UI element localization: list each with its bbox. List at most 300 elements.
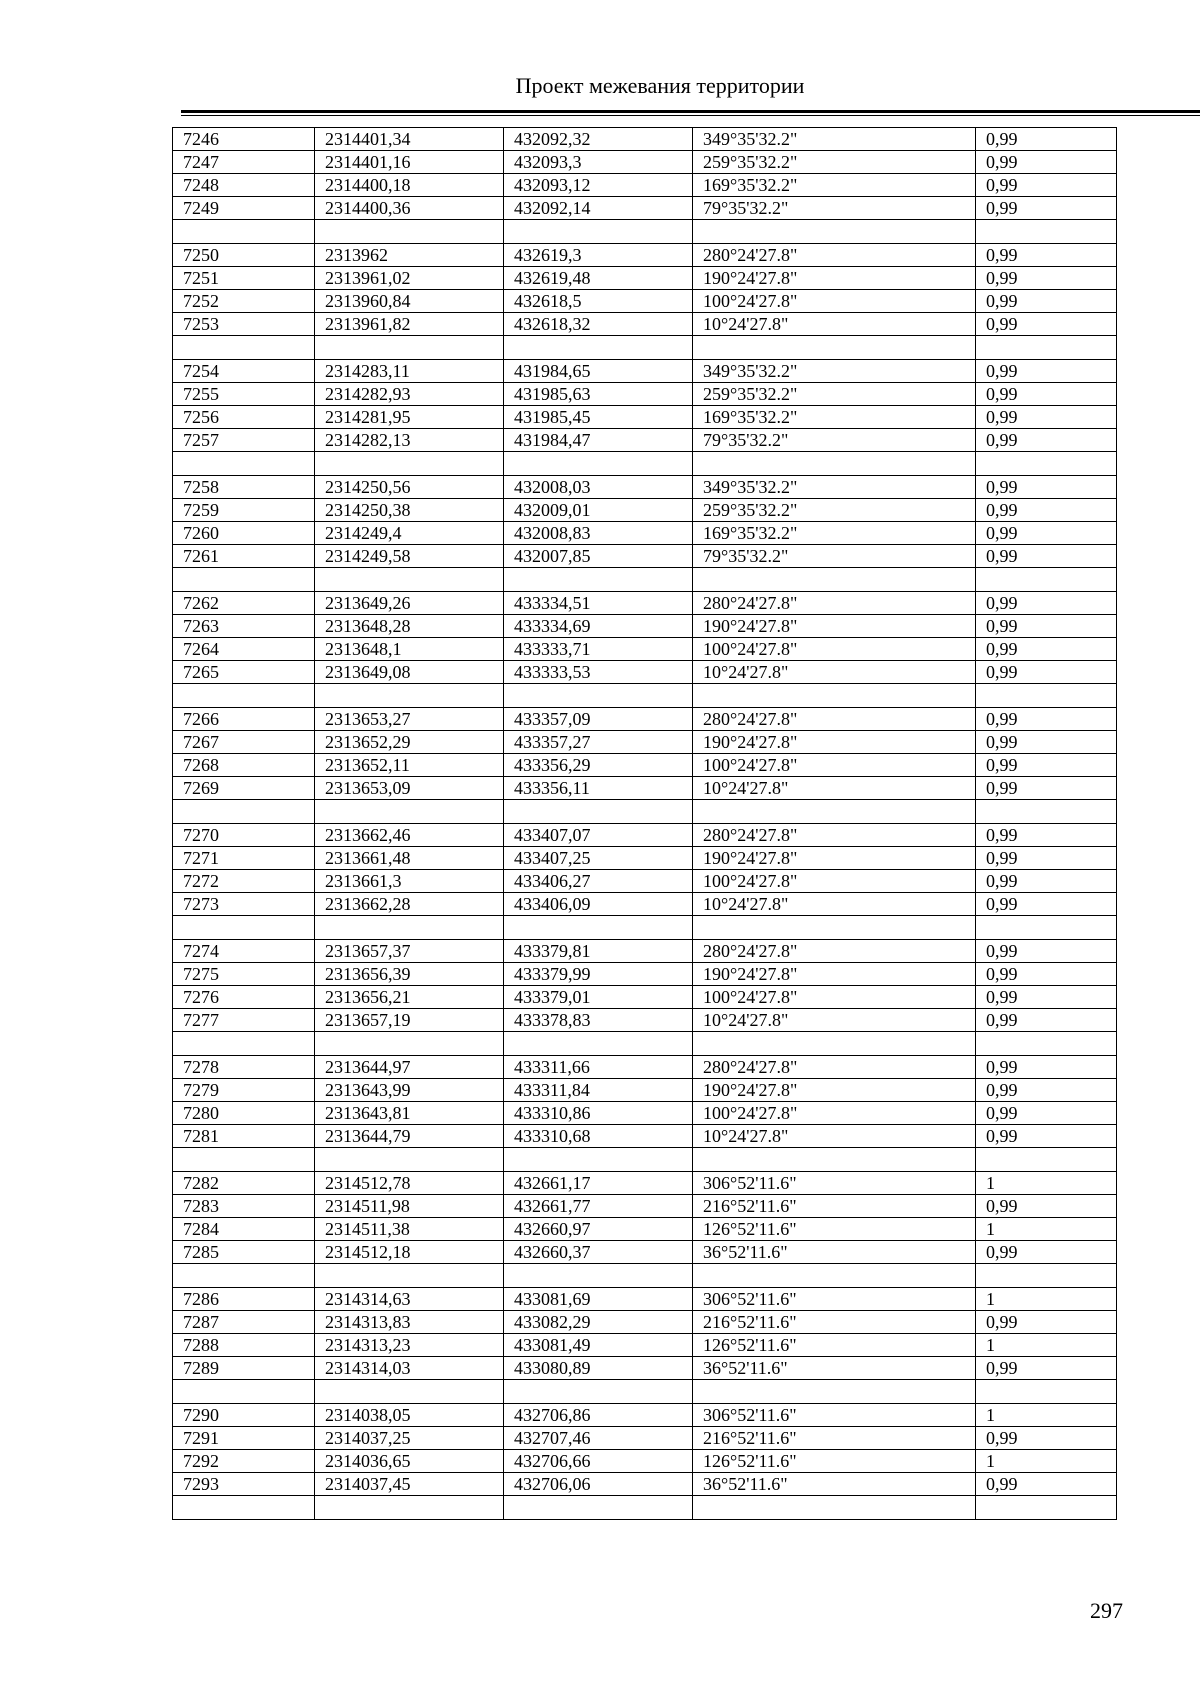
direction-angle-cell: 216°52'11.6"	[693, 1311, 976, 1334]
x-coordinate-cell: 2313661,3	[315, 870, 504, 893]
distance-cell: 1	[976, 1404, 1117, 1427]
table-row	[173, 383, 1117, 406]
x-coordinate-cell: 2314314,63	[315, 1288, 504, 1311]
distance-cell: 0,99	[976, 963, 1117, 986]
x-coordinate-cell: 2314250,38	[315, 499, 504, 522]
table-row	[173, 476, 1117, 499]
y-coordinate-cell: 432009,01	[504, 499, 693, 522]
y-coordinate-cell: 433310,86	[504, 1102, 693, 1125]
table-row	[173, 731, 1117, 754]
distance-cell: 0,99	[976, 1056, 1117, 1079]
y-coordinate-cell: 432093,12	[504, 174, 693, 197]
direction-angle-cell: 100°24'27.8"	[693, 754, 976, 777]
table-row	[173, 615, 1117, 638]
distance-cell: 0,99	[976, 1241, 1117, 1264]
point-number-cell: 7277	[173, 1009, 315, 1032]
x-coordinate-cell: 2313961,02	[315, 267, 504, 290]
y-coordinate-cell: 433334,69	[504, 615, 693, 638]
header-divider	[181, 110, 1200, 116]
x-coordinate-cell: 2313657,19	[315, 1009, 504, 1032]
y-coordinate-cell: 432619,3	[504, 244, 693, 267]
direction-angle-cell: 36°52'11.6"	[693, 1357, 976, 1380]
table-row	[173, 940, 1117, 963]
x-coordinate-cell: 2313643,81	[315, 1102, 504, 1125]
y-coordinate-cell: 433379,01	[504, 986, 693, 1009]
empty-cell	[315, 1380, 504, 1404]
distance-cell: 1	[976, 1288, 1117, 1311]
table-row	[173, 1195, 1117, 1218]
distance-cell: 0,99	[976, 708, 1117, 731]
table-row	[173, 1218, 1117, 1241]
separator-row	[173, 916, 1117, 940]
point-number-cell: 7281	[173, 1125, 315, 1148]
x-coordinate-cell: 2313662,46	[315, 824, 504, 847]
empty-cell	[315, 568, 504, 592]
x-coordinate-cell: 2314313,83	[315, 1311, 504, 1334]
page-number: 297	[1090, 1598, 1123, 1623]
empty-cell	[173, 1496, 315, 1520]
direction-angle-cell: 126°52'11.6"	[693, 1334, 976, 1357]
direction-angle-cell: 280°24'27.8"	[693, 940, 976, 963]
empty-cell	[693, 1380, 976, 1404]
x-coordinate-cell: 2314512,78	[315, 1172, 504, 1195]
table-row	[173, 267, 1117, 290]
empty-cell	[976, 336, 1117, 360]
x-coordinate-cell: 2313657,37	[315, 940, 504, 963]
table-row	[173, 1125, 1117, 1148]
table-row	[173, 1311, 1117, 1334]
point-number-cell: 7276	[173, 986, 315, 1009]
table-row	[173, 1172, 1117, 1195]
separator-row	[173, 336, 1117, 360]
x-coordinate-cell: 2313656,21	[315, 986, 504, 1009]
empty-cell	[173, 336, 315, 360]
empty-cell	[976, 1148, 1117, 1172]
direction-angle-cell: 100°24'27.8"	[693, 638, 976, 661]
empty-cell	[976, 1380, 1117, 1404]
x-coordinate-cell: 2313962	[315, 244, 504, 267]
direction-angle-cell: 169°35'32.2"	[693, 522, 976, 545]
distance-cell: 0,99	[976, 1009, 1117, 1032]
point-number-cell: 7260	[173, 522, 315, 545]
direction-angle-cell: 280°24'27.8"	[693, 244, 976, 267]
direction-angle-cell: 100°24'27.8"	[693, 290, 976, 313]
direction-angle-cell: 349°35'32.2"	[693, 128, 976, 151]
point-number-cell: 7289	[173, 1357, 315, 1380]
table-row	[173, 1102, 1117, 1125]
point-number-cell: 7263	[173, 615, 315, 638]
empty-cell	[173, 1148, 315, 1172]
distance-cell: 0,99	[976, 360, 1117, 383]
direction-angle-cell: 280°24'27.8"	[693, 1056, 976, 1079]
direction-angle-cell: 190°24'27.8"	[693, 1079, 976, 1102]
y-coordinate-cell: 433407,07	[504, 824, 693, 847]
table-row	[173, 406, 1117, 429]
point-number-cell: 7262	[173, 592, 315, 615]
empty-cell	[315, 800, 504, 824]
direction-angle-cell: 10°24'27.8"	[693, 777, 976, 800]
x-coordinate-cell: 2314512,18	[315, 1241, 504, 1264]
x-coordinate-cell: 2314038,05	[315, 1404, 504, 1427]
point-number-cell: 7268	[173, 754, 315, 777]
direction-angle-cell: 190°24'27.8"	[693, 731, 976, 754]
distance-cell: 0,99	[976, 476, 1117, 499]
distance-cell: 0,99	[976, 731, 1117, 754]
empty-cell	[693, 1032, 976, 1056]
empty-cell	[504, 1380, 693, 1404]
empty-cell	[976, 800, 1117, 824]
x-coordinate-cell: 2313960,84	[315, 290, 504, 313]
y-coordinate-cell: 432660,97	[504, 1218, 693, 1241]
x-coordinate-cell: 2314282,13	[315, 429, 504, 452]
empty-cell	[693, 220, 976, 244]
direction-angle-cell: 10°24'27.8"	[693, 1125, 976, 1148]
separator-row	[173, 568, 1117, 592]
y-coordinate-cell: 433356,11	[504, 777, 693, 800]
point-number-cell: 7280	[173, 1102, 315, 1125]
table-row	[173, 1334, 1117, 1357]
y-coordinate-cell: 432093,3	[504, 151, 693, 174]
separator-row	[173, 800, 1117, 824]
coordinates-table-body	[173, 128, 1117, 1520]
direction-angle-cell: 100°24'27.8"	[693, 986, 976, 1009]
x-coordinate-cell: 2313661,48	[315, 847, 504, 870]
distance-cell: 0,99	[976, 1311, 1117, 1334]
empty-cell	[173, 1032, 315, 1056]
distance-cell: 0,99	[976, 545, 1117, 568]
direction-angle-cell: 259°35'32.2"	[693, 151, 976, 174]
point-number-cell: 7248	[173, 174, 315, 197]
distance-cell: 0,99	[976, 1427, 1117, 1450]
empty-cell	[504, 684, 693, 708]
table-row	[173, 313, 1117, 336]
distance-cell: 0,99	[976, 244, 1117, 267]
point-number-cell: 7284	[173, 1218, 315, 1241]
empty-cell	[693, 916, 976, 940]
y-coordinate-cell: 433334,51	[504, 592, 693, 615]
table-row	[173, 638, 1117, 661]
distance-cell: 0,99	[976, 1079, 1117, 1102]
x-coordinate-cell: 2314313,23	[315, 1334, 504, 1357]
empty-cell	[976, 684, 1117, 708]
table-row	[173, 1427, 1117, 1450]
point-number-cell: 7261	[173, 545, 315, 568]
distance-cell: 1	[976, 1172, 1117, 1195]
distance-cell: 0,99	[976, 893, 1117, 916]
x-coordinate-cell: 2314036,65	[315, 1450, 504, 1473]
y-coordinate-cell: 433379,99	[504, 963, 693, 986]
direction-angle-cell: 259°35'32.2"	[693, 499, 976, 522]
direction-angle-cell: 79°35'32.2"	[693, 197, 976, 220]
empty-cell	[976, 1032, 1117, 1056]
empty-cell	[173, 1264, 315, 1288]
empty-cell	[504, 916, 693, 940]
y-coordinate-cell: 432707,46	[504, 1427, 693, 1450]
y-coordinate-cell: 433406,27	[504, 870, 693, 893]
y-coordinate-cell: 433081,49	[504, 1334, 693, 1357]
y-coordinate-cell: 433311,84	[504, 1079, 693, 1102]
x-coordinate-cell: 2314037,45	[315, 1473, 504, 1496]
direction-angle-cell: 36°52'11.6"	[693, 1241, 976, 1264]
point-number-cell: 7264	[173, 638, 315, 661]
y-coordinate-cell: 431985,45	[504, 406, 693, 429]
direction-angle-cell: 36°52'11.6"	[693, 1473, 976, 1496]
point-number-cell: 7285	[173, 1241, 315, 1264]
empty-cell	[173, 220, 315, 244]
empty-cell	[173, 452, 315, 476]
point-number-cell: 7255	[173, 383, 315, 406]
separator-row	[173, 1148, 1117, 1172]
table-row	[173, 151, 1117, 174]
table-row	[173, 1288, 1117, 1311]
empty-cell	[173, 916, 315, 940]
separator-row	[173, 1496, 1117, 1520]
y-coordinate-cell: 433357,27	[504, 731, 693, 754]
y-coordinate-cell: 433356,29	[504, 754, 693, 777]
direction-angle-cell: 280°24'27.8"	[693, 824, 976, 847]
distance-cell: 0,99	[976, 499, 1117, 522]
empty-cell	[504, 452, 693, 476]
empty-cell	[315, 1496, 504, 1520]
distance-cell: 0,99	[976, 522, 1117, 545]
y-coordinate-cell: 432661,77	[504, 1195, 693, 1218]
y-coordinate-cell: 432008,03	[504, 476, 693, 499]
x-coordinate-cell: 2314037,25	[315, 1427, 504, 1450]
distance-cell: 0,99	[976, 290, 1117, 313]
table-row	[173, 986, 1117, 1009]
table-row	[173, 1009, 1117, 1032]
point-number-cell: 7292	[173, 1450, 315, 1473]
direction-angle-cell: 259°35'32.2"	[693, 383, 976, 406]
y-coordinate-cell: 433378,83	[504, 1009, 693, 1032]
empty-cell	[315, 336, 504, 360]
x-coordinate-cell: 2314400,18	[315, 174, 504, 197]
distance-cell: 0,99	[976, 1102, 1117, 1125]
x-coordinate-cell: 2314283,11	[315, 360, 504, 383]
distance-cell: 0,99	[976, 754, 1117, 777]
direction-angle-cell: 306°52'11.6"	[693, 1288, 976, 1311]
point-number-cell: 7246	[173, 128, 315, 151]
point-number-cell: 7273	[173, 893, 315, 916]
point-number-cell: 7265	[173, 661, 315, 684]
direction-angle-cell: 100°24'27.8"	[693, 870, 976, 893]
y-coordinate-cell: 432706,06	[504, 1473, 693, 1496]
x-coordinate-cell: 2313649,26	[315, 592, 504, 615]
y-coordinate-cell: 433081,69	[504, 1288, 693, 1311]
table-row	[173, 1473, 1117, 1496]
table-row	[173, 360, 1117, 383]
distance-cell: 0,99	[976, 940, 1117, 963]
table-row	[173, 1404, 1117, 1427]
y-coordinate-cell: 433333,53	[504, 661, 693, 684]
y-coordinate-cell: 432619,48	[504, 267, 693, 290]
empty-cell	[315, 452, 504, 476]
direction-angle-cell: 100°24'27.8"	[693, 1102, 976, 1125]
distance-cell: 1	[976, 1218, 1117, 1241]
point-number-cell: 7275	[173, 963, 315, 986]
distance-cell: 0,99	[976, 383, 1117, 406]
point-number-cell: 7278	[173, 1056, 315, 1079]
empty-cell	[976, 1496, 1117, 1520]
empty-cell	[504, 336, 693, 360]
direction-angle-cell: 349°35'32.2"	[693, 476, 976, 499]
empty-cell	[693, 800, 976, 824]
x-coordinate-cell: 2314250,56	[315, 476, 504, 499]
distance-cell: 0,99	[976, 429, 1117, 452]
empty-cell	[504, 1148, 693, 1172]
y-coordinate-cell: 432007,85	[504, 545, 693, 568]
empty-cell	[315, 916, 504, 940]
distance-cell: 0,99	[976, 638, 1117, 661]
table-row	[173, 128, 1117, 151]
distance-cell: 0,99	[976, 197, 1117, 220]
table-row	[173, 499, 1117, 522]
empty-cell	[693, 452, 976, 476]
empty-cell	[693, 1264, 976, 1288]
point-number-cell: 7247	[173, 151, 315, 174]
y-coordinate-cell: 431985,63	[504, 383, 693, 406]
empty-cell	[976, 916, 1117, 940]
y-coordinate-cell: 431984,65	[504, 360, 693, 383]
point-number-cell: 7250	[173, 244, 315, 267]
x-coordinate-cell: 2314249,4	[315, 522, 504, 545]
x-coordinate-cell: 2313648,1	[315, 638, 504, 661]
table-row	[173, 244, 1117, 267]
table-row	[173, 893, 1117, 916]
distance-cell: 0,99	[976, 267, 1117, 290]
direction-angle-cell: 79°35'32.2"	[693, 545, 976, 568]
y-coordinate-cell: 433080,89	[504, 1357, 693, 1380]
empty-cell	[504, 220, 693, 244]
direction-angle-cell: 126°52'11.6"	[693, 1450, 976, 1473]
separator-row	[173, 1380, 1117, 1404]
distance-cell: 0,99	[976, 313, 1117, 336]
empty-cell	[693, 1496, 976, 1520]
y-coordinate-cell: 432660,37	[504, 1241, 693, 1264]
point-number-cell: 7286	[173, 1288, 315, 1311]
x-coordinate-cell: 2314281,95	[315, 406, 504, 429]
distance-cell: 1	[976, 1334, 1117, 1357]
table-row	[173, 824, 1117, 847]
separator-row	[173, 684, 1117, 708]
x-coordinate-cell: 2314401,16	[315, 151, 504, 174]
point-number-cell: 7271	[173, 847, 315, 870]
distance-cell: 0,99	[976, 174, 1117, 197]
point-number-cell: 7282	[173, 1172, 315, 1195]
point-number-cell: 7256	[173, 406, 315, 429]
empty-cell	[173, 684, 315, 708]
y-coordinate-cell: 432661,17	[504, 1172, 693, 1195]
direction-angle-cell: 216°52'11.6"	[693, 1427, 976, 1450]
empty-cell	[315, 684, 504, 708]
point-number-cell: 7267	[173, 731, 315, 754]
empty-cell	[504, 1032, 693, 1056]
x-coordinate-cell: 2314401,34	[315, 128, 504, 151]
point-number-cell: 7252	[173, 290, 315, 313]
table-row	[173, 1357, 1117, 1380]
y-coordinate-cell: 433407,25	[504, 847, 693, 870]
y-coordinate-cell: 433082,29	[504, 1311, 693, 1334]
direction-angle-cell: 280°24'27.8"	[693, 708, 976, 731]
empty-cell	[976, 1264, 1117, 1288]
empty-cell	[693, 336, 976, 360]
empty-cell	[173, 800, 315, 824]
point-number-cell: 7258	[173, 476, 315, 499]
distance-cell: 0,99	[976, 986, 1117, 1009]
x-coordinate-cell: 2314511,98	[315, 1195, 504, 1218]
distance-cell: 0,99	[976, 824, 1117, 847]
direction-angle-cell: 306°52'11.6"	[693, 1172, 976, 1195]
direction-angle-cell: 306°52'11.6"	[693, 1404, 976, 1427]
distance-cell: 0,99	[976, 661, 1117, 684]
point-number-cell: 7283	[173, 1195, 315, 1218]
table-row	[173, 429, 1117, 452]
table-row	[173, 592, 1117, 615]
y-coordinate-cell: 432706,86	[504, 1404, 693, 1427]
y-coordinate-cell: 433333,71	[504, 638, 693, 661]
empty-cell	[173, 568, 315, 592]
point-number-cell: 7274	[173, 940, 315, 963]
direction-angle-cell: 190°24'27.8"	[693, 615, 976, 638]
point-number-cell: 7254	[173, 360, 315, 383]
direction-angle-cell: 10°24'27.8"	[693, 893, 976, 916]
distance-cell: 0,99	[976, 615, 1117, 638]
distance-cell: 0,99	[976, 1125, 1117, 1148]
table-row	[173, 197, 1117, 220]
point-number-cell: 7266	[173, 708, 315, 731]
y-coordinate-cell: 432092,14	[504, 197, 693, 220]
x-coordinate-cell: 2313644,79	[315, 1125, 504, 1148]
y-coordinate-cell: 432618,32	[504, 313, 693, 336]
table-row	[173, 847, 1117, 870]
coordinates-table	[172, 127, 1117, 1520]
empty-cell	[504, 1264, 693, 1288]
point-number-cell: 7287	[173, 1311, 315, 1334]
direction-angle-cell: 190°24'27.8"	[693, 847, 976, 870]
empty-cell	[315, 220, 504, 244]
point-number-cell: 7259	[173, 499, 315, 522]
x-coordinate-cell: 2314511,38	[315, 1218, 504, 1241]
direction-angle-cell: 190°24'27.8"	[693, 963, 976, 986]
empty-cell	[976, 452, 1117, 476]
empty-cell	[173, 1380, 315, 1404]
direction-angle-cell: 126°52'11.6"	[693, 1218, 976, 1241]
direction-angle-cell: 280°24'27.8"	[693, 592, 976, 615]
direction-angle-cell: 10°24'27.8"	[693, 1009, 976, 1032]
distance-cell: 0,99	[976, 1357, 1117, 1380]
y-coordinate-cell: 432618,5	[504, 290, 693, 313]
y-coordinate-cell: 433311,66	[504, 1056, 693, 1079]
direction-angle-cell: 216°52'11.6"	[693, 1195, 976, 1218]
table-row	[173, 754, 1117, 777]
y-coordinate-cell: 433357,09	[504, 708, 693, 731]
point-number-cell: 7290	[173, 1404, 315, 1427]
point-number-cell: 7269	[173, 777, 315, 800]
y-coordinate-cell: 433406,09	[504, 893, 693, 916]
y-coordinate-cell: 432008,83	[504, 522, 693, 545]
direction-angle-cell: 349°35'32.2"	[693, 360, 976, 383]
x-coordinate-cell: 2313643,99	[315, 1079, 504, 1102]
table-row	[173, 708, 1117, 731]
empty-cell	[504, 568, 693, 592]
table-row	[173, 870, 1117, 893]
direction-angle-cell: 10°24'27.8"	[693, 661, 976, 684]
distance-cell: 1	[976, 1450, 1117, 1473]
point-number-cell: 7291	[173, 1427, 315, 1450]
table-row	[173, 1079, 1117, 1102]
y-coordinate-cell: 431984,47	[504, 429, 693, 452]
point-number-cell: 7249	[173, 197, 315, 220]
